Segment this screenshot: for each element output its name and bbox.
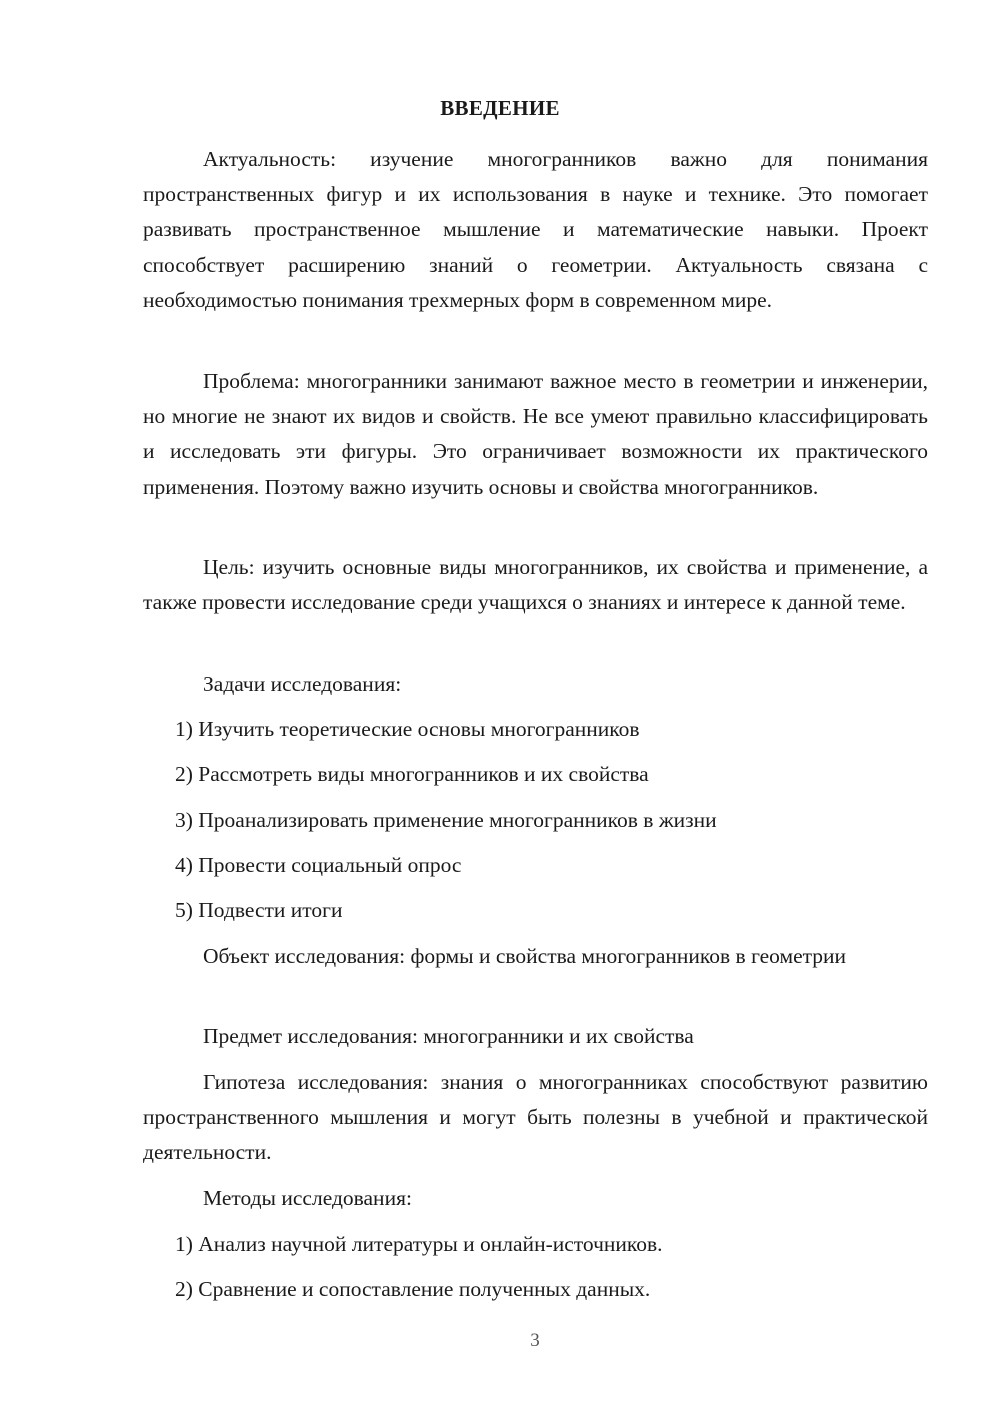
page-heading: ВВЕДЕНИЕ — [440, 96, 560, 120]
methods-title: Методы исследования: — [203, 1186, 412, 1210]
page-number: 3 — [530, 1330, 540, 1351]
method-item: 2) Сравнение и сопоставление полученных данных. — [175, 1277, 651, 1301]
subject-paragraph: Предмет исследования: многогранники и их свойства — [203, 1024, 694, 1048]
task-item: 5) Подвести итоги — [175, 898, 343, 922]
task-item: 4) Провести социальный опрос — [175, 853, 462, 877]
hypothesis-paragraph: Гипотеза исследования: знания о многогранниках способствуют развитию пространственного мышления и могут быть полезны в учебной и практической деятельности. — [143, 1070, 928, 1165]
task-item: 1) Изучить теоретические основы многогранников — [175, 717, 640, 741]
problem-paragraph: Проблема: многогранники занимают важное место в геометрии и инженерии, но многие не знают их видов и свойств. Не все умеют правильно классифицировать и исследовать эти фигуры. Это ограничивает возможности их практического применения. Поэтому важно изучить основы и свойства многогранников. — [143, 369, 928, 499]
tasks-title: Задачи исследования: — [203, 672, 402, 696]
method-item: 1) Анализ научной литературы и онлайн-источников. — [175, 1232, 663, 1256]
goal-paragraph: Цель: изучить основные виды многогранников, их свойства и применение, а также провести исследование среди учащихся о знаниях и интересе к данной теме. — [143, 555, 928, 615]
task-item: 2) Рассмотреть виды многогранников и их свойства — [175, 762, 649, 786]
relevance-paragraph: Актуальность: изучение многогранников важно для понимания пространственных фигур и их использования в науке и технике. Это помогает развивать пространственное мышление и математические навыки. Проект способствует расширению знаний о геометрии. Актуальность связана с необходимостью понимания трехмерных форм в современном мире. — [143, 147, 928, 312]
object-paragraph: Объект исследования: формы и свойства многогранников в геометрии — [203, 944, 847, 968]
task-item: 3) Проанализировать применение многогранников в жизни — [175, 808, 717, 832]
